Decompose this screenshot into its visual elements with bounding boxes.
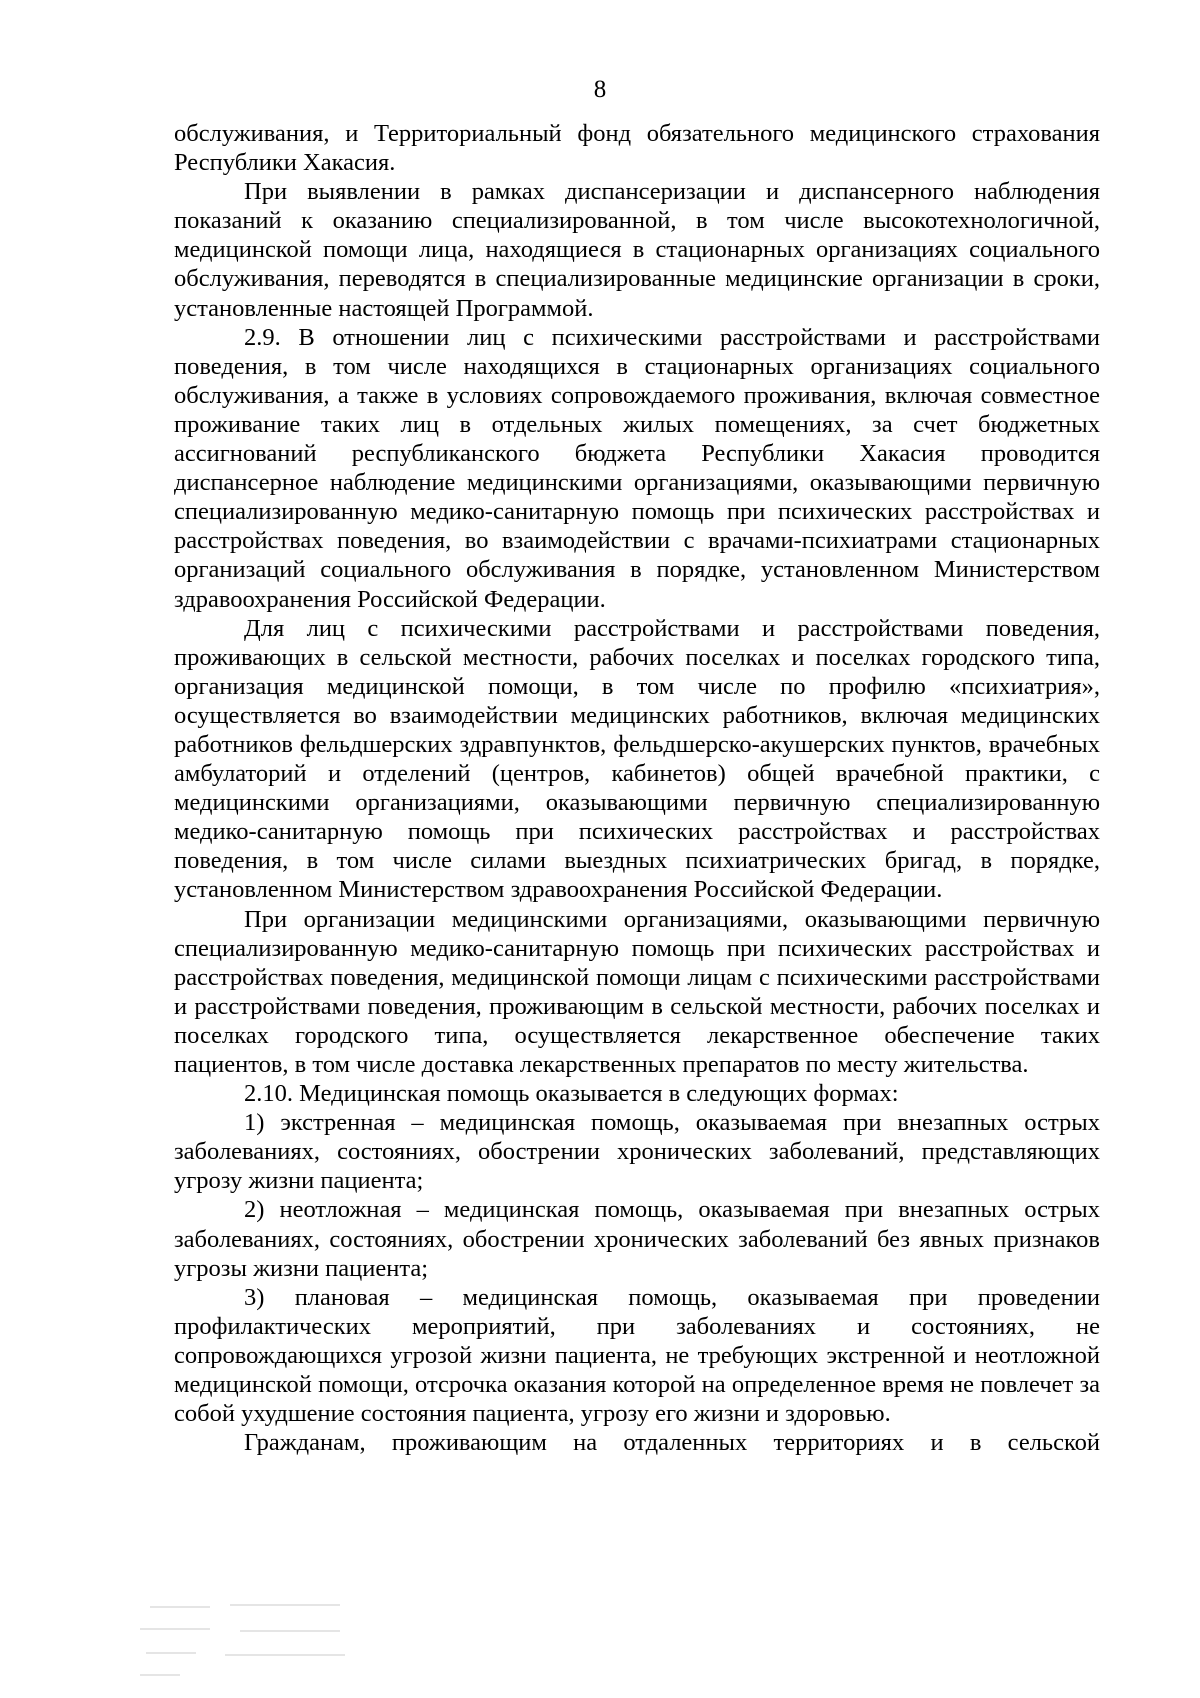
list-item-emergency: 1) экстренная – медицинская помощь, оказываемая при внезапных острых заболеваниях, состояниях, обострении хронических заболеваний, представляющих угрозу жизни пациента; — [174, 1109, 1100, 1195]
paragraph-continuation: обслуживания, и Территориальный фонд обязательного медицинского страхования Республики Хакасия. — [174, 120, 1100, 177]
page-number: 8 — [593, 76, 607, 103]
paragraph-2-9: 2.9. В отношении лиц с психическими расстройствами и расстройствами поведения, в том числе находящихся в стационарных организациях социального обслуживания, а также в условиях сопровождаемого проживания, включая совместное проживание таких лиц в отдельных жилых помещениях, за счет бюджетных ассигнований республиканского бюджета Республики Хакасия проводится диспансерное наблюдение медицинскими организациями, оказывающими первичную специализированную медико-санитарную помощь при психических расстройствах и расстройствах поведения, во взаимодействии с врачами-психиатрами стационарных организаций социального обслуживания в порядке, установленном Министерством здравоохранения Российской Федерации. — [174, 323, 1100, 613]
list-item-planned: 3) плановая – медицинская помощь, оказываемая при проведении профилактических мероприятий, при заболеваниях и состояниях, не сопровождающихся угрозой жизни пациента, не требующих экстренной и неотложной медицинской помощи, отсрочка оказания которой на определенное время не повлечет за собой ухудшение состояния пациента, угрозу его жизни и здоровью. — [174, 1283, 1100, 1428]
list-item-urgent: 2) неотложная – медицинская помощь, оказываемая при внезапных острых заболеваниях, состояниях, обострении хронических заболеваний без явных признаков угрозы жизни пациента; — [174, 1196, 1100, 1282]
paragraph-2-10: 2.10. Медицинская помощь оказывается в следующих формах: — [244, 1080, 899, 1108]
document-body — [174, 119, 1100, 1457]
paragraph-drug-provision: При организации медицинскими организациями, оказывающими первичную специализированную медико-санитарную помощь при психических расстройствах и расстройствах поведения, медицинской помощи лицам с психическими расстройствами и расстройствами поведения, проживающим в сельской местности, рабочих поселках и поселках городского типа, осуществляется лекарственное обеспечение таких пациентов, в том числе доставка лекарственных препаратов по месту жительства. — [174, 905, 1100, 1078]
paragraph-rural-psychiatry: Для лиц с психическими расстройствами и расстройствами поведения, проживающих в сельской местности, рабочих поселках и поселках городского типа, организация медицинской помощи, в том числе по профилю «психиатрия», осуществляется во взаимодействии медицинских работников, включая медицинских работников фельдшерских здравпунктов, фельдшерско-акушерских пунктов, врачебных амбулаторий и отделений (центров, кабинетов) общей врачебной практики, с медицинскими организациями, оказывающими первичную специализированную медико-санитарную помощь при психических расстройствах и расстройствах поведения, в том числе силами выездных психиатрических бригад, в порядке, установленном Министерством здравоохранения Российской Федерации. — [174, 614, 1100, 904]
paragraph-remote-territories: Гражданам, проживающим на отдаленных территориях и в сельской — [244, 1429, 1100, 1457]
scan-artifact — [140, 1600, 370, 1680]
paragraph-dispensary-transfer: При выявлении в рамках диспансеризации и диспансерного наблюдения показаний к оказанию специализированной, в том числе высокотехнологичной, медицинской помощи лица, находящиеся в стационарных организациях социального обслуживания, переводятся в специализированные медицинские организации в сроки, установленные настоящей Программой. — [174, 178, 1100, 322]
